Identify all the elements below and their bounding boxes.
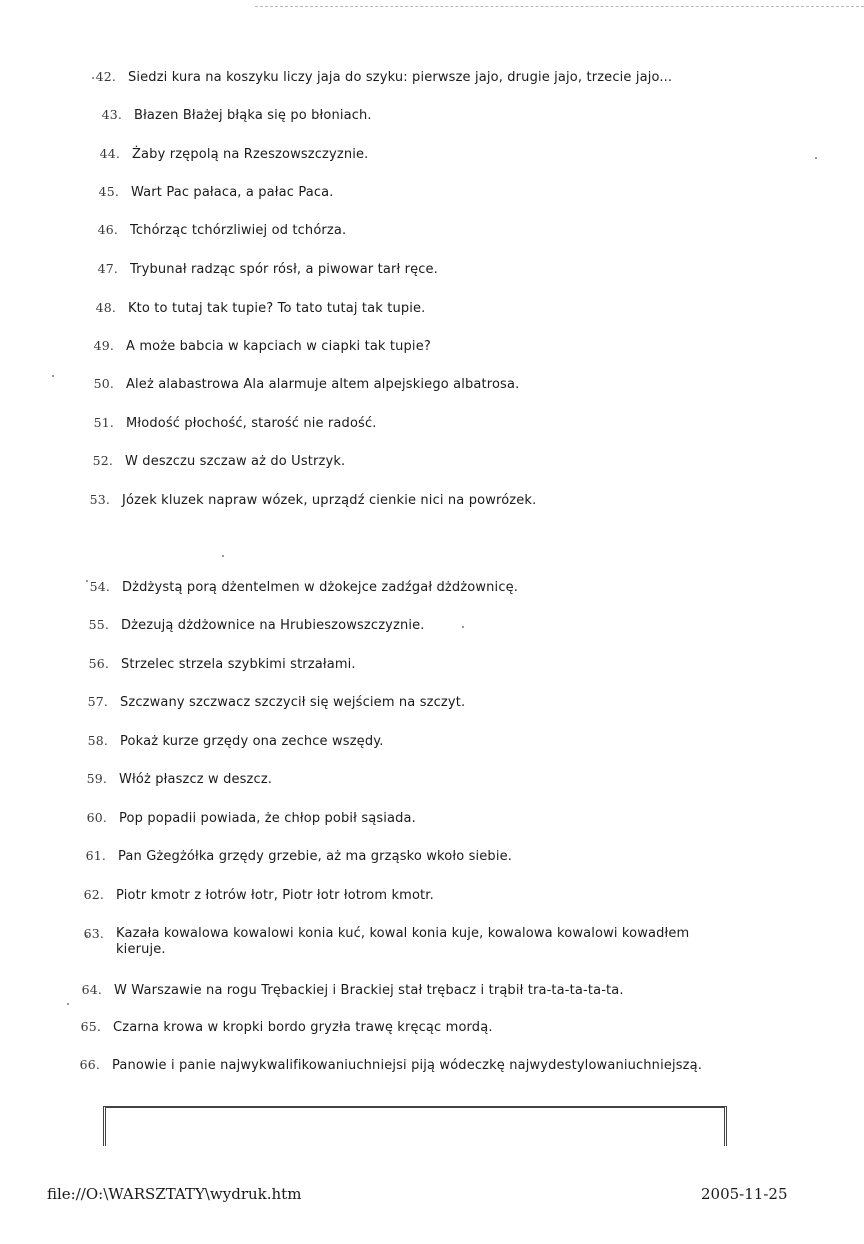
list-item xyxy=(87,184,334,201)
item-number: 43. xyxy=(101,107,122,122)
item-text: Czarna krowa w kropki bordo gryzła trawę kręcąc mordą. xyxy=(113,1020,493,1035)
list-item xyxy=(72,926,716,958)
item-number: 60. xyxy=(86,810,107,825)
item-number: 66. xyxy=(79,1057,100,1072)
item-text: Pan Gżegżółka grzędy grzebie, aż ma grząsko wkoło siebie. xyxy=(118,849,513,864)
list-item xyxy=(76,694,465,711)
scan-speck xyxy=(67,1003,69,1005)
item-text: Pokaż kurze grzędy ona zechce wszędy. xyxy=(120,734,384,749)
list-item xyxy=(82,415,377,432)
item-number: 59. xyxy=(86,771,107,786)
item-text: Kazała kowalowa kowalowi konia kuć, kowal konia kuje, kowalowa kowalowi kowadłem kieruje. xyxy=(116,926,690,957)
list-item xyxy=(68,1057,702,1074)
item-text: Błazen Błażej błąka się po błoniach. xyxy=(134,108,372,123)
item-text: Pop popadii powiada, że chłop pobił sąsiada. xyxy=(119,811,416,826)
item-number: 50. xyxy=(93,376,114,391)
item-number: 57. xyxy=(87,694,108,709)
list-item xyxy=(84,69,672,86)
item-text: Tchórząc tchórzliwiej od tchórza. xyxy=(130,223,347,238)
item-text: Dżdżystą porą dżentelmen w dżokejce zadźgał dżdżownicę. xyxy=(122,580,519,595)
list-item xyxy=(82,376,519,393)
item-text: Szczwany szczwacz szczycił się wejściem na szczyt. xyxy=(120,695,466,710)
list-item xyxy=(69,1019,493,1036)
bottom-frame-box xyxy=(103,1106,727,1146)
item-number: 58. xyxy=(87,733,108,748)
item-number: 48. xyxy=(95,300,116,315)
footer-date: 2005-11-25 xyxy=(701,1185,788,1203)
list-item xyxy=(76,733,384,750)
item-number: 49. xyxy=(93,338,114,353)
item-text: Trybunał radząc spór rósł, a piwowar tarł ręce. xyxy=(130,262,438,277)
item-text: Włóż płaszcz w deszcz. xyxy=(119,772,273,787)
item-number: 62. xyxy=(83,887,104,902)
item-number: 54. xyxy=(89,579,110,594)
item-number: 56. xyxy=(88,656,109,671)
list-item xyxy=(81,453,345,470)
item-number: 46. xyxy=(97,222,118,237)
item-number: 45. xyxy=(98,184,119,199)
item-text: Strzelec strzela szybkimi strzałami. xyxy=(121,657,356,672)
list-item xyxy=(88,146,368,163)
list-item xyxy=(72,887,434,904)
item-number: 65. xyxy=(80,1019,101,1034)
list-item xyxy=(82,338,431,355)
list-item xyxy=(86,261,438,278)
scan-speck xyxy=(462,626,464,628)
item-number: 55. xyxy=(88,617,109,632)
list-item xyxy=(84,300,425,317)
item-number: 51. xyxy=(93,415,114,430)
item-text: Kto to tutaj tak tupie? To tato tutaj tak tupie. xyxy=(128,301,426,316)
item-number: 64. xyxy=(81,982,102,997)
list-item xyxy=(75,810,416,827)
item-text: Siedzi kura na koszyku liczy jaja do szyku: pierwsze jajo, drugie jajo, trzecie jajo... xyxy=(128,70,673,85)
item-number: 63. xyxy=(83,926,104,941)
item-text: Dżezują dżdżownice na Hrubieszowszczyznie. xyxy=(121,618,425,633)
footer-file-path: file://O:\WARSZTATY\wydruk.htm xyxy=(47,1185,302,1203)
item-text: A może babcia w kapciach w ciapki tak tupie? xyxy=(126,339,431,354)
top-dashed-rule xyxy=(255,6,864,7)
item-text: Piotr kmotr z łotrów łotr, Piotr łotr łotrom kmotr. xyxy=(116,888,434,903)
item-text: Młodość płochość, starość nie radość. xyxy=(126,416,377,431)
item-number: 44. xyxy=(99,146,120,161)
list-item xyxy=(74,848,512,865)
item-number: 42. xyxy=(95,69,116,84)
item-text: Żaby rzępolą na Rzeszowszczyznie. xyxy=(132,147,369,162)
item-text: W Warszawie na rogu Trębackiej i Brackiej stał trębacz i trąbił tra-ta-ta-ta-ta. xyxy=(114,983,624,998)
item-text: W deszczu szczaw aż do Ustrzyk. xyxy=(125,454,346,469)
list-item xyxy=(77,656,356,673)
item-text: Ależ alabastrowa Ala alarmuje altem alpejskiego albatrosa. xyxy=(126,377,520,392)
scan-speck xyxy=(222,555,224,557)
list-item xyxy=(86,222,346,239)
item-number: 61. xyxy=(85,848,106,863)
list-item xyxy=(90,107,372,124)
scan-speck xyxy=(52,375,54,377)
item-text: Wart Pac pałaca, a pałac Paca. xyxy=(131,185,334,200)
list-item xyxy=(77,617,425,634)
item-number: 52. xyxy=(92,453,113,468)
list-item xyxy=(78,579,518,596)
item-number: 47. xyxy=(97,261,118,276)
item-number: 53. xyxy=(89,492,110,507)
scan-speck xyxy=(815,157,817,159)
list-item xyxy=(70,982,624,999)
item-text: Panowie i panie najwykwalifikowaniuchniejsi piją wódeczkę najwydestylowaniuchniejszą. xyxy=(112,1058,703,1073)
item-text: Józek kluzek napraw wózek, uprządź cienkie nici na powrózek. xyxy=(122,493,537,508)
list-item xyxy=(75,771,272,788)
list-item xyxy=(78,492,536,509)
